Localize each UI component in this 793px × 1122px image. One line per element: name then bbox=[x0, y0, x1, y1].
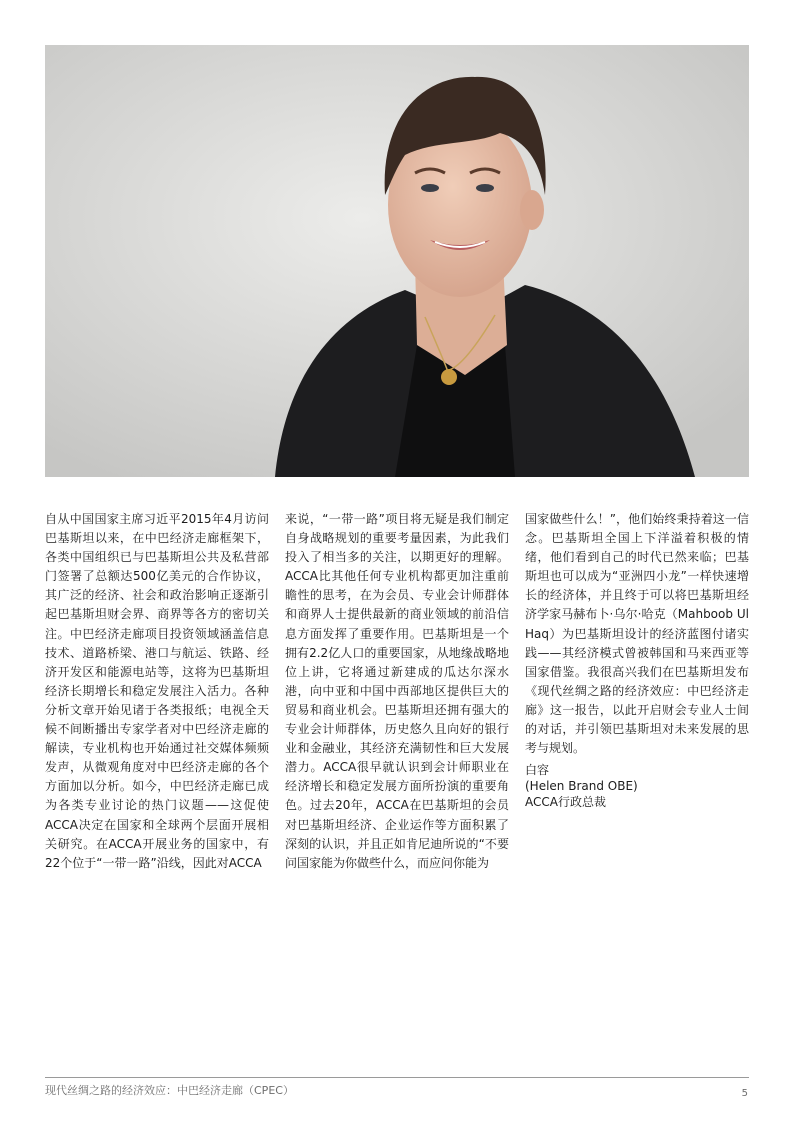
signature-name-cn: 白容 bbox=[525, 763, 550, 777]
footer-divider bbox=[45, 1077, 749, 1078]
body-column-3 bbox=[525, 510, 749, 758]
portrait-photo bbox=[45, 45, 749, 477]
portrait-illustration bbox=[45, 45, 749, 477]
paragraph: 来说，“一带一路”项目将无疑是我们制定自身战略规划的重要考量因素，为此我们投入了相当多的关注，以期更好的理解。ACCA比其他任何专业机构都更加注重前瞻性的思考，在为会员、专业会计师群体和商界人士提供最新的商业领域的前沿信息方面发挥了重要作用。巴基斯坦是一个拥有2.2亿人口的重要国家，从地缘战略地位上讲，它将通过新建成的瓜达尔深水港，向中亚和中国中西部地区提供巨大的贸易和商业机会。巴基斯坦还拥有强大的专业会计师群体，历史悠久且向好的银行业和金融业，其经济充满韧性和巨大发展潜力。ACCA很早就认识到会计师职业在经济增长和稳定发展方面所扮演的重要角色。过去20年，ACCA在巴基斯坦的会员对巴基斯坦经济、企业运作等方面积累了深刻的认识，并且正如肯尼迪所说的“不要问国家能为你做些什么，而应问你能为 bbox=[285, 512, 509, 870]
paragraph: 国家做些什么！”，他们始终秉持着这一信念。巴基斯坦全国上下洋溢着积极的情绪，他们看到自己的时代已然来临；巴基斯坦也可以成为“亚洲四小龙”一样快速增长的经济体，并且终于可以将巴基斯坦经济学家马赫布卜·乌尔·哈克（Mahboob Ul Haq）为巴基斯坦设计的经济蓝图付诸实践——其经济模式曾被韩国和马来西亚等国家借鉴。我很高兴我们在巴基斯坦发布《现代丝绸之路的经济效应：中巴经济走廊》这一报告，以此开启财会专业人士间的对话，并引领巴基斯坦对未来发展的思考与规划。 bbox=[525, 512, 749, 756]
body-column-2 bbox=[285, 510, 509, 873]
footer-title: 现代丝绸之路的经济效应：中巴经济走廊（CPEC） bbox=[45, 1084, 294, 1097]
paragraph: 自从中国国家主席习近平2015年4月访问巴基斯坦以来，在中巴经济走廊框架下，各类中国组织已与巴基斯坦公共及私营部门签署了总额达500亿美元的合作协议，其广泛的经济、社会和政治影响正逐渐引起巴基斯坦财会界、商界等各方的密切关注。中巴经济走廊项目投资领域涵盖信息技术、道路桥梁、港口与航运、铁路、经济开发区和能源电站等，这将为巴基斯坦经济长期增长和稳定发展注入活力。各种分析文章开始见诸于各类报纸；电视全天候不间断播出专家学者对中巴经济走廊的解读，专业机构也开始通过社交媒体频频发声，从微观角度对中巴经济走廊的各个方面加以分析。如今，中巴经济走廊已成为各类专业讨论的热门议题——这促使ACCA决定在国家和全球两个层面开展相关研究。在ACCA开展业务的国家中，有22个位于“一带一路”沿线，因此对ACCA bbox=[45, 512, 269, 870]
body-column-1 bbox=[45, 510, 269, 873]
signature-role: ACCA行政总裁 bbox=[525, 795, 606, 809]
page-number: 5 bbox=[741, 1088, 748, 1099]
signature-block bbox=[525, 762, 749, 810]
signature-name-en: (Helen Brand OBE) bbox=[525, 779, 638, 793]
